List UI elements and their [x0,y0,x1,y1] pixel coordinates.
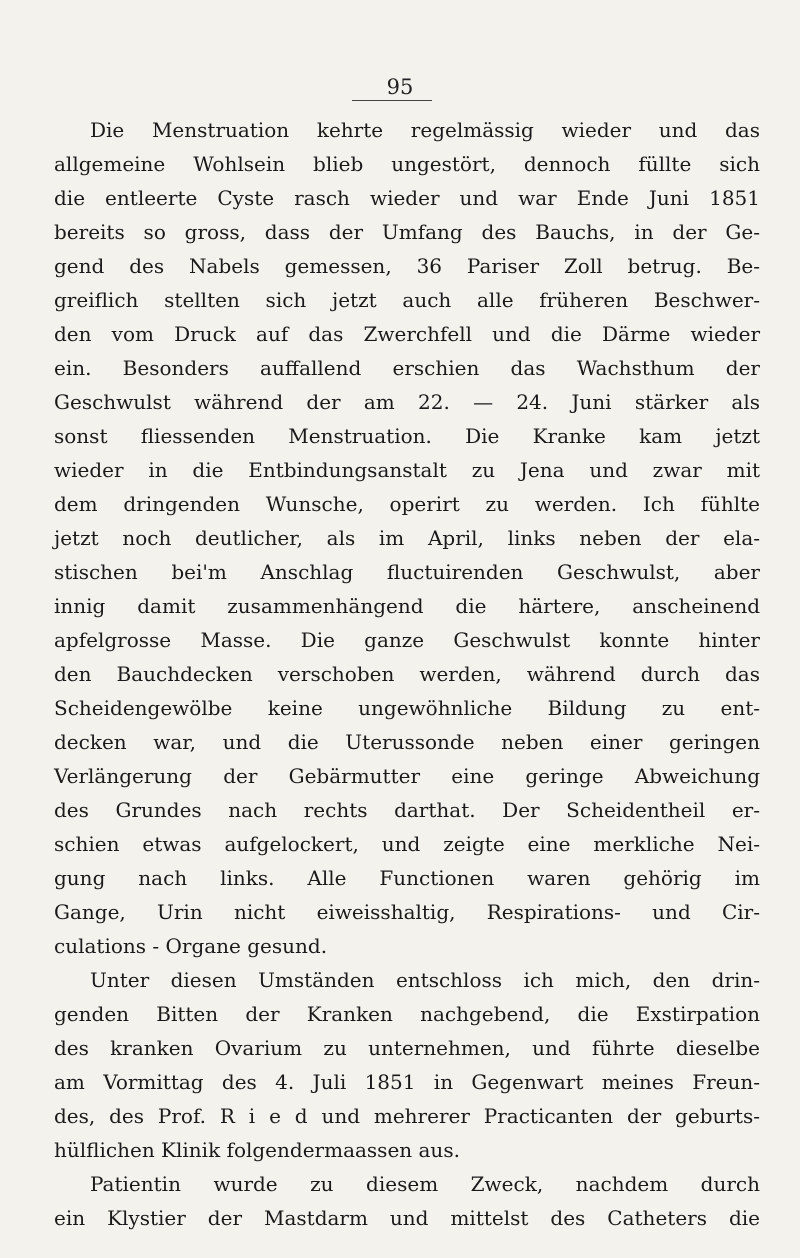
text-line: greiflich stellten sich jetzt auch alle früheren Beschwer- [54,288,760,312]
text-line: dem dringenden Wunsche, operirt zu werden. Ich fühlte [54,492,760,516]
text-line: jetzt noch deutlicher, als im April, links neben der ela- [54,526,760,550]
text-line: hülflichen Klinik folgendermaassen aus. [54,1138,460,1162]
text-line: Patientin wurde zu diesem Zweck, nachdem durch [90,1172,760,1196]
text-line: Geschwulst während der am 22. — 24. Juni stärker als [54,390,760,414]
text-line: Verlängerung der Gebärmutter eine geringe Abweichung [54,764,760,788]
text-line: ein Klystier der Mastdarm und mittelst des Catheters die [54,1206,760,1230]
text-line: des Grundes nach rechts darthat. Der Scheidentheil er- [54,798,760,822]
page-number: 95 [386,75,414,99]
text-line: wieder in die Entbindungsanstalt zu Jena und zwar mit [54,458,760,482]
text-line: am Vormittag des 4. Juli 1851 in Gegenwart meines Freun- [54,1070,760,1094]
text-line: genden Bitten der Kranken nachgebend, die Exstirpation [54,1002,760,1026]
text-line: die entleerte Cyste rasch wieder und war Ende Juni 1851 [54,186,760,210]
text-line: bereits so gross, dass der Umfang des Bauchs, in der Ge- [54,220,760,244]
text-line: innig damit zusammenhängend die härtere, anscheinend [54,594,760,618]
text-line: schien etwas aufgelockert, und zeigte eine merkliche Nei- [54,832,760,856]
text-line: ein. Besonders auffallend erschien das Wachsthum der [54,356,760,380]
text-line: sonst fliessenden Menstruation. Die Kranke kam jetzt [54,424,760,448]
page-number-rule [352,100,432,101]
text-line: culations - Organe gesund. [54,934,328,958]
text-line: den vom Druck auf das Zwerchfell und die Därme wieder [54,322,760,346]
body-text [54,113,760,1235]
text-line: den Bauchdecken verschoben werden, während durch das [54,662,760,686]
text-line: Unter diesen Umständen entschloss ich mich, den drin- [90,968,760,992]
text-line: apfelgrosse Masse. Die ganze Geschwulst konnte hinter [54,628,760,652]
text-line: Die Menstruation kehrte regelmässig wieder und das [90,118,760,142]
text-line: des kranken Ovarium zu unternehmen, und führte dieselbe [54,1036,760,1060]
text-line: gung nach links. Alle Functionen waren gehörig im [54,866,760,890]
text-line: gend des Nabels gemessen, 36 Pariser Zoll betrug. Be- [54,254,760,278]
text-line: allgemeine Wohlsein blieb ungestört, dennoch füllte sich [54,152,760,176]
text-line: decken war, und die Uterussonde neben einer geringen [54,730,760,754]
text-line: stischen bei'm Anschlag fluctuirenden Geschwulst, aber [54,560,760,584]
text-line: Scheidengewölbe keine ungewöhnliche Bildung zu ent- [54,696,760,720]
text-line: Gange, Urin nicht eiweisshaltig, Respirations- und Cir- [54,900,760,924]
text-line: des, des Prof. R i e d und mehrerer Practicanten der geburts- [54,1104,760,1128]
